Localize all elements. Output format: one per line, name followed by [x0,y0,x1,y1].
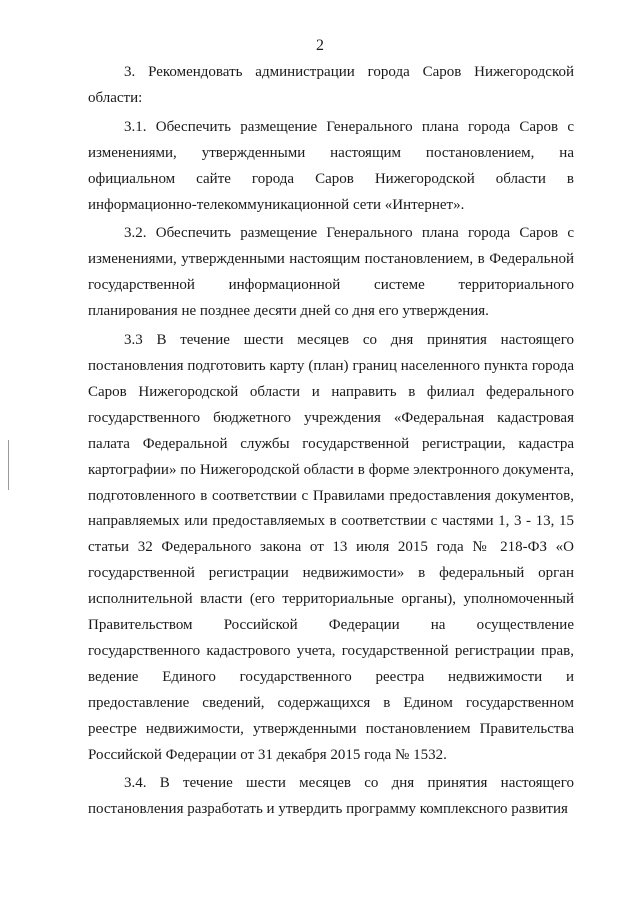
paragraph-3: 3. Рекомендовать администрации города Саров Нижегородской области: [88,64,574,106]
scan-artifact-line [8,440,9,490]
page-number: 2 [316,37,324,54]
paragraph-3-2: 3.2. Обеспечить размещение Генерального плана города Саров с изменениями, утвержденными настоящим постановлением, в Федеральной государственной информационной системе территориального планирования не позднее десяти дней со дня его утверждения. [88,225,574,320]
paragraph-3-1: 3.1. Обеспечить размещение Генерального плана города Саров с изменениями, утвержденными настоящим постановлением, на официальном сайте города Саров Нижегородской области в информационно-телекоммуникационной сети «Интернет». [88,118,574,213]
document-body [88,60,574,823]
paragraph-3-4: 3.4. В течение шести месяцев со дня принятия настоящего постановления разработать и утвердить программу комплексного развития [88,775,574,818]
paragraph-3-3: 3.3 В течение шести месяцев со дня принятия настоящего постановления подготовить карту (план) границ населенного пункта города Саров Нижегородской области и направить в филиал федерального государственного бюджетного учреждения «Федеральная кадастровая палата Федеральной службы государственной регистрации, кадастра картографии» по Нижегородской области в форме электронного документа, подготовленного в соответствии с Правилами предоставления документов, направляемых или предоставляемых в соответствии с частями 1, 3 - 13, 15 статьи 32 Федерального закона от 13 июля 2015 года № 218-ФЗ «О государственной регистрации недвижимости» в федеральный орган исполнительной власти (его территориальные органы), уполномоченный Правительством Российской Федерации на осуществление государственного кадастрового учета, государственной регистрации прав, ведение Единого государственного реестра недвижимости и предоставление сведений, содержащихся в Едином государственном реестре недвижимости, утвержденными постановлением Правительства Российской Федерации от 31 декабря 2015 года № 1532. [88,332,574,763]
